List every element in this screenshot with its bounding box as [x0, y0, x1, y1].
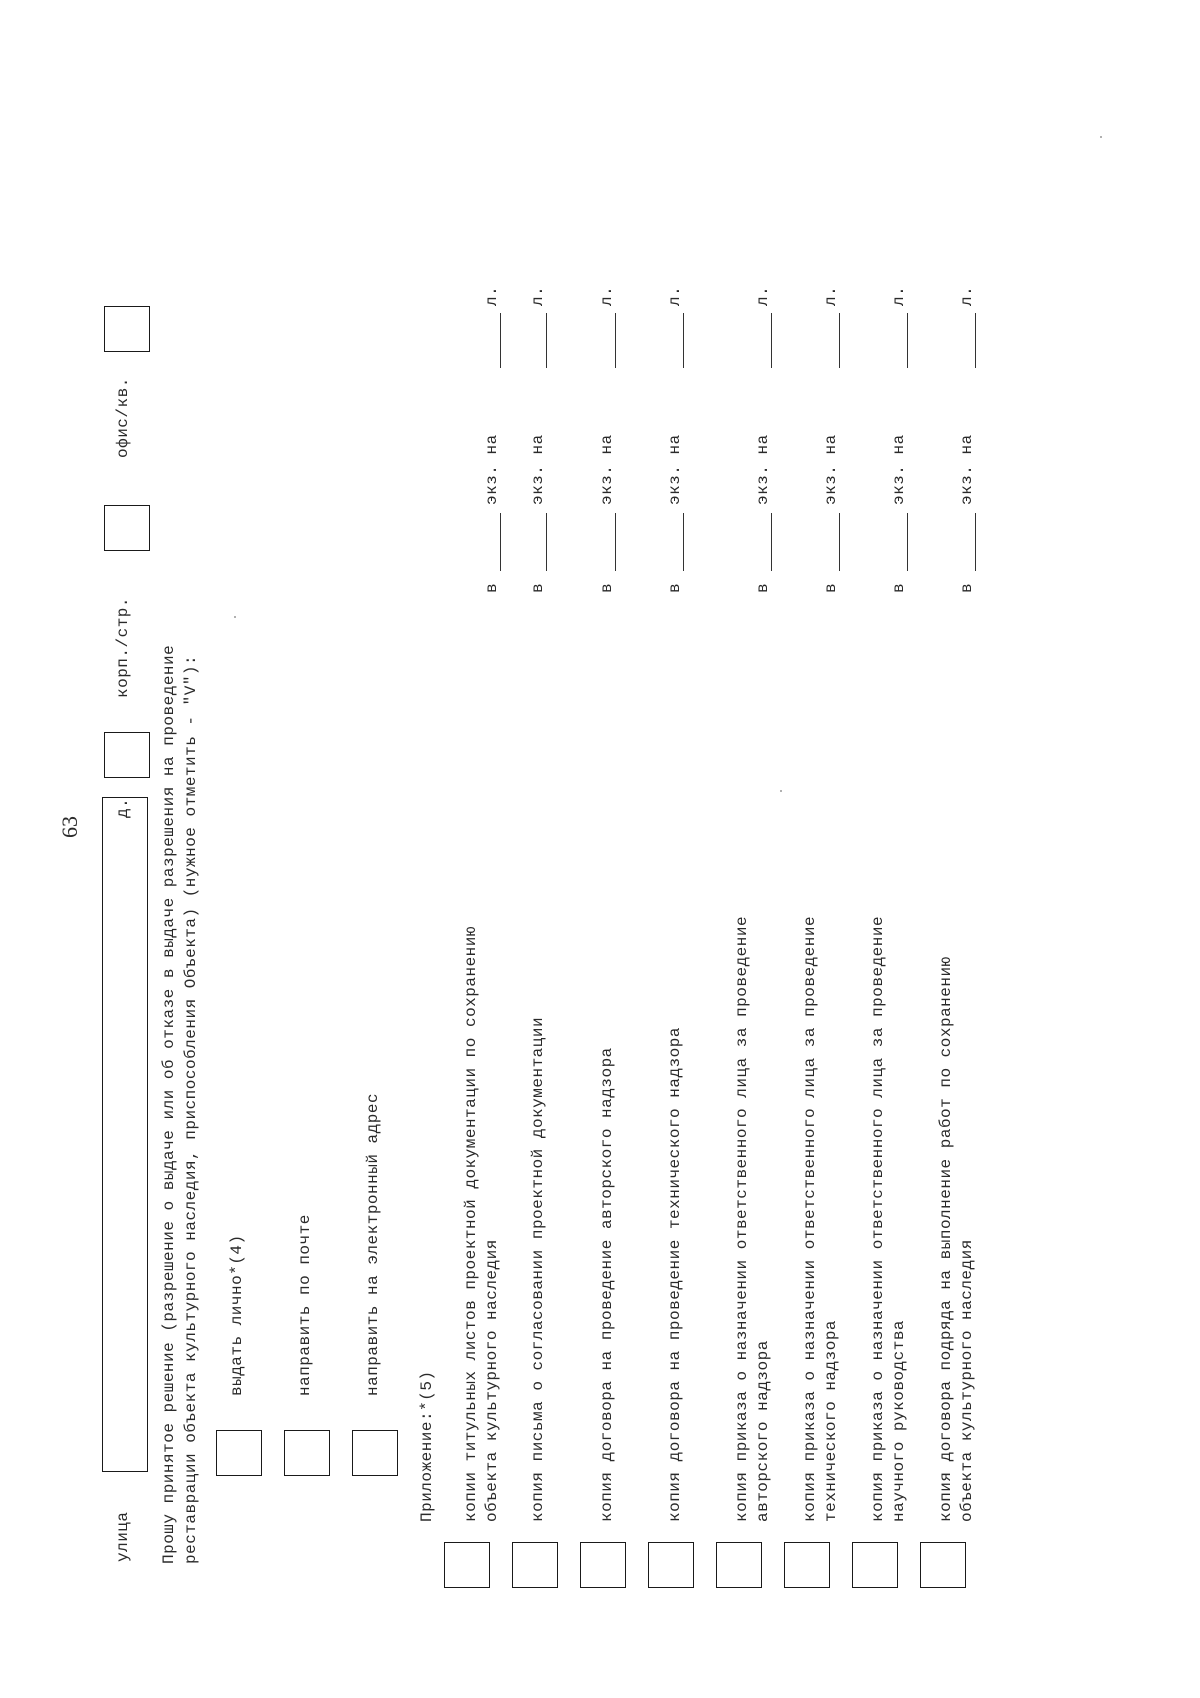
attachment-1-checkbox[interactable]	[444, 1542, 490, 1588]
attachment-2-copies-unit: экз. на	[529, 434, 547, 505]
deliver-in-person-checkbox[interactable]	[216, 1430, 262, 1476]
attachment-1-sheets-unit: л.	[483, 285, 501, 306]
street-field[interactable]	[102, 797, 148, 1472]
attachment-5-line-1: копия приказа о назначении ответственного лица за проведение	[733, 915, 751, 1522]
attachment-7-sheets-blank[interactable]	[888, 313, 908, 368]
attachment-2-prefix: в	[529, 582, 547, 593]
attachment-4-sheets-unit: л.	[666, 285, 684, 306]
attachment-6-sheets-blank[interactable]	[820, 313, 840, 368]
attachment-7-copies-unit: экз. на	[890, 434, 908, 505]
send-by-mail-checkbox[interactable]	[284, 1430, 330, 1476]
send-by-email-checkbox[interactable]	[352, 1430, 398, 1476]
house-label: д.	[114, 797, 132, 818]
scan-speck	[780, 790, 782, 792]
attachments-heading: Приложение:*(5)	[418, 1370, 436, 1522]
scan-speck	[1100, 136, 1102, 138]
request-line-1: Прошу принятое решение (разрешение о выдаче или об отказе в выдаче разрешения на проведение	[160, 644, 178, 1564]
attachment-8-sheets-unit: л.	[958, 285, 976, 306]
street-label: улица	[114, 1511, 132, 1562]
attachment-4-copies-unit: экз. на	[666, 434, 684, 505]
attachment-2-sheets-unit: л.	[529, 285, 547, 306]
attachment-7-line-1: копия приказа о назначении ответственного лица за проведение	[869, 915, 887, 1522]
attachment-6-prefix: в	[822, 582, 840, 593]
attachment-7-checkbox[interactable]	[852, 1542, 898, 1588]
attachment-6-copies-unit: экз. на	[822, 434, 840, 505]
office-field[interactable]	[104, 306, 150, 352]
attachment-3-checkbox[interactable]	[580, 1542, 626, 1588]
attachment-5-sheets-blank[interactable]	[752, 313, 772, 368]
attachment-4-copies-blank[interactable]	[664, 513, 684, 571]
house-field[interactable]	[104, 732, 150, 778]
attachment-6-line-1: копия приказа о назначении ответственного лица за проведение	[801, 915, 819, 1522]
attachment-8-copies-unit: экз. на	[958, 434, 976, 505]
attachment-3-copies-unit: экз. на	[598, 434, 616, 505]
scan-speck	[234, 616, 236, 618]
send-by-email-label: направить на электронный адрес	[364, 1092, 382, 1396]
attachment-8-line-1: копия договора подряда на выполнение работ по сохранению	[937, 956, 955, 1522]
building-field[interactable]	[104, 505, 150, 551]
attachment-2-copies-blank[interactable]	[527, 513, 547, 571]
page-number: 63	[57, 816, 82, 838]
attachment-6-line-2: технического надзора	[822, 1319, 840, 1522]
attachment-1-copies-unit: экз. на	[483, 434, 501, 505]
attachment-8-checkbox[interactable]	[920, 1542, 966, 1588]
building-label: корп./стр.	[114, 596, 132, 698]
attachment-4-sheets-blank[interactable]	[664, 313, 684, 368]
attachment-5-line-2: авторского надзора	[754, 1340, 772, 1522]
attachment-5-sheets-unit: л.	[754, 285, 772, 306]
attachment-4-checkbox[interactable]	[648, 1542, 694, 1588]
attachment-1-prefix: в	[483, 582, 501, 593]
request-line-2: реставрации объекта культурного наследия, приспособления Объекта) (нужное отметить - "V"):	[182, 654, 200, 1564]
attachment-6-sheets-unit: л.	[822, 285, 840, 306]
attachment-2-sheets-blank[interactable]	[527, 313, 547, 368]
attachment-7-copies-blank[interactable]	[888, 513, 908, 571]
attachment-6-copies-blank[interactable]	[820, 513, 840, 571]
attachment-8-line-2: объекта культурного наследия	[958, 1239, 976, 1522]
attachment-3-sheets-unit: л.	[598, 285, 616, 306]
attachment-6-checkbox[interactable]	[784, 1542, 830, 1588]
attachment-3-prefix: в	[598, 582, 616, 593]
attachment-1-copies-blank[interactable]	[481, 513, 501, 571]
attachment-3-copies-blank[interactable]	[596, 513, 616, 571]
deliver-in-person-label: выдать лично*(4)	[228, 1234, 246, 1396]
attachment-3-sheets-blank[interactable]	[596, 313, 616, 368]
attachment-1-line-1: копии титульных листов проектной документации по сохранению	[462, 926, 480, 1522]
attachment-8-prefix: в	[958, 582, 976, 593]
attachment-7-sheets-unit: л.	[890, 285, 908, 306]
send-by-mail-label: направить по почте	[296, 1214, 314, 1396]
attachment-4-line-1: копия договора на проведение технического надзора	[666, 1027, 684, 1522]
attachment-2-line-1: копия письма о согласовании проектной документации	[529, 1016, 547, 1522]
attachment-5-copies-unit: экз. на	[754, 434, 772, 505]
attachment-5-prefix: в	[754, 582, 772, 593]
attachment-8-copies-blank[interactable]	[956, 513, 976, 571]
attachment-7-line-2: научного руководства	[890, 1319, 908, 1522]
office-label: офис/кв.	[114, 377, 132, 458]
attachment-1-line-2: объекта культурного наследия	[483, 1239, 501, 1522]
attachment-3-line-1: копия договора на проведение авторского надзора	[598, 1047, 616, 1522]
attachment-2-checkbox[interactable]	[512, 1542, 558, 1588]
attachment-7-prefix: в	[890, 582, 908, 593]
attachment-1-sheets-blank[interactable]	[481, 313, 501, 368]
attachment-8-sheets-blank[interactable]	[956, 313, 976, 368]
attachment-4-prefix: в	[666, 582, 684, 593]
attachment-5-checkbox[interactable]	[716, 1542, 762, 1588]
attachment-5-copies-blank[interactable]	[752, 513, 772, 571]
